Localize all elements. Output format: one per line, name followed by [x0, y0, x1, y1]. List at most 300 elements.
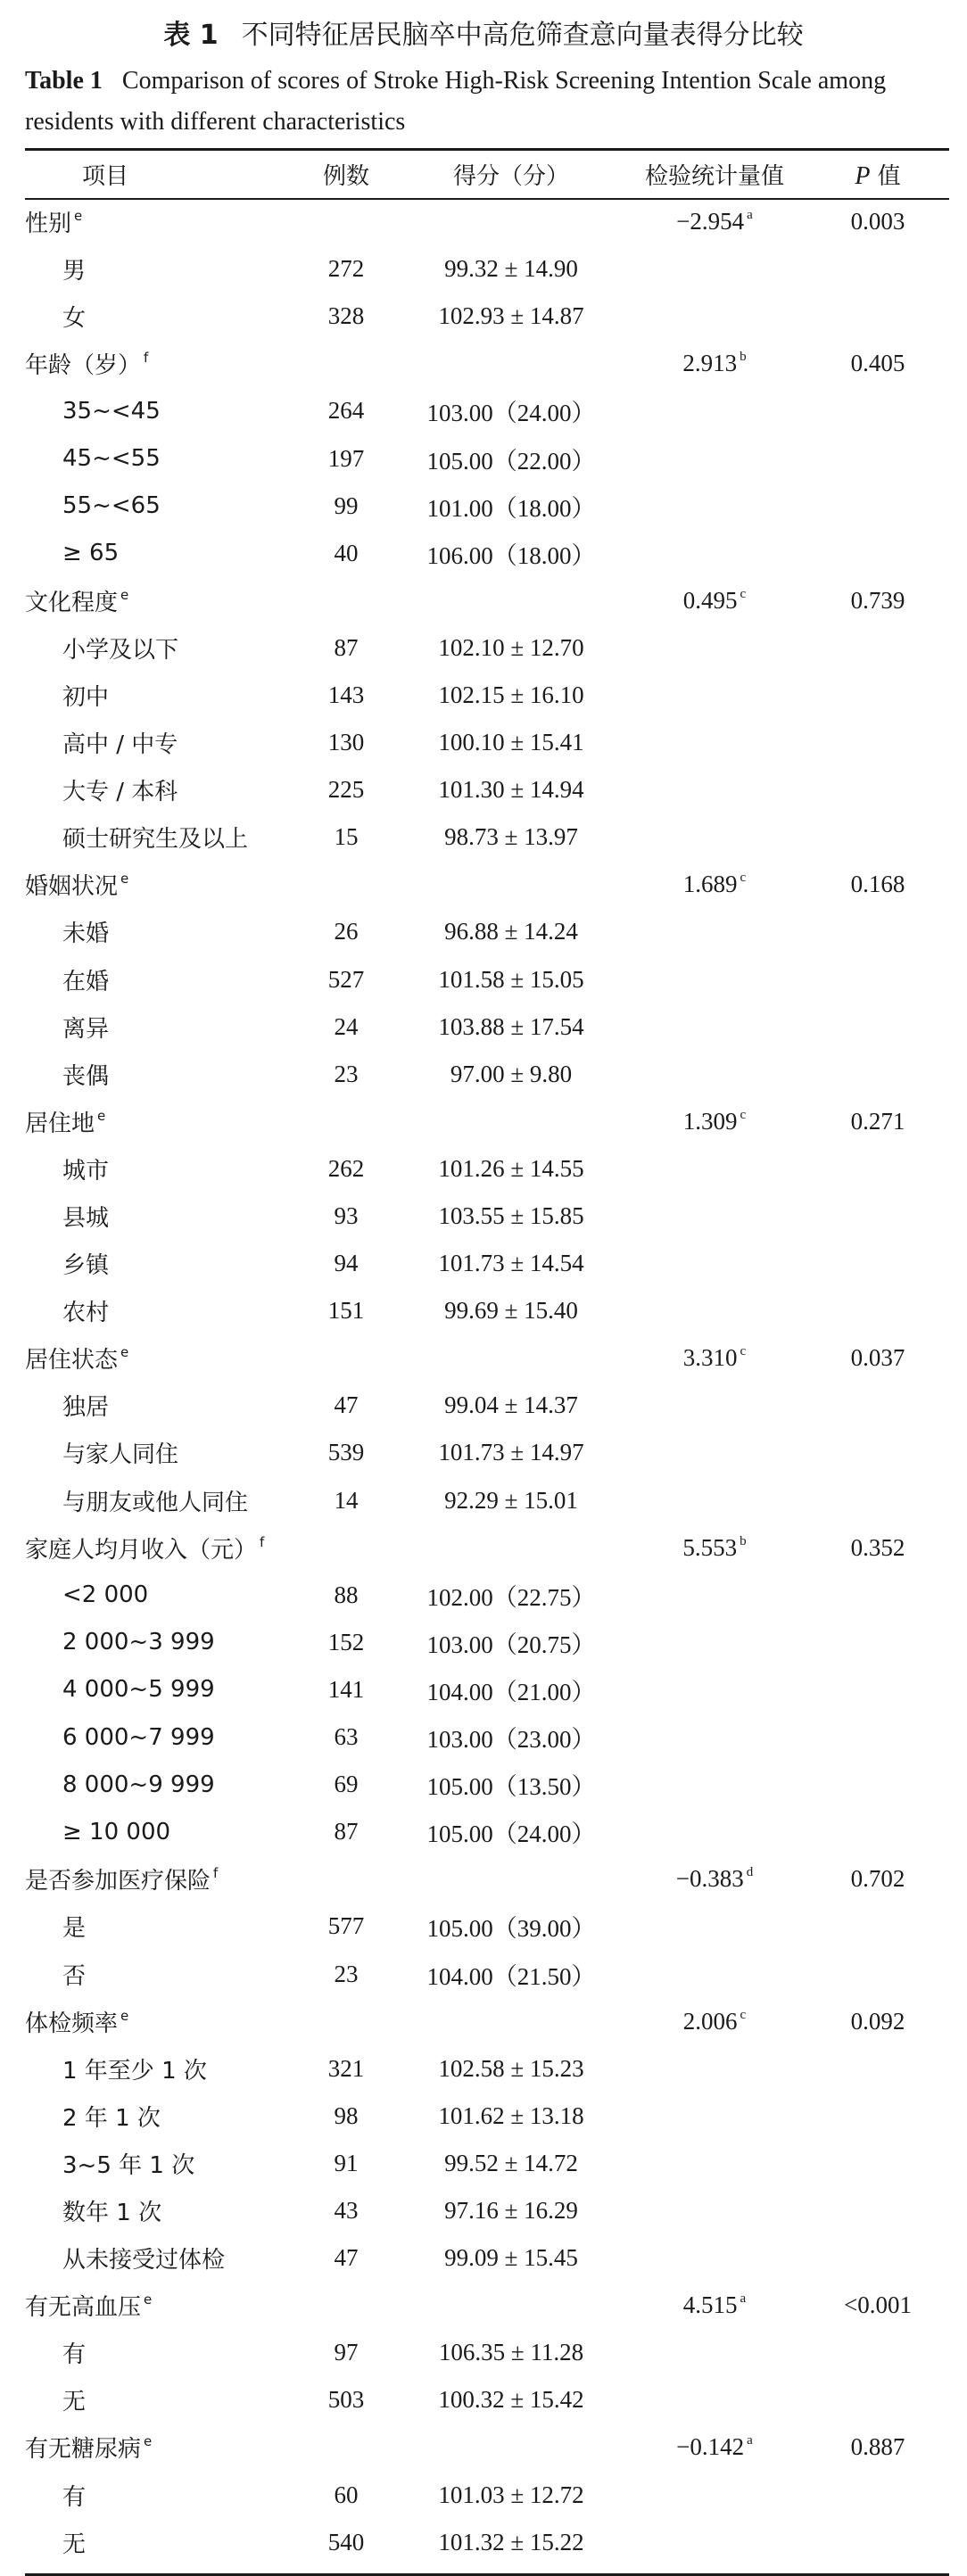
group-statistic-footnote-mark: c	[740, 1344, 747, 1359]
row-p-empty	[806, 1713, 949, 1761]
row-count: 60	[334, 2481, 359, 2508]
row-count: 503	[327, 2386, 365, 2414]
header-statistic: 检验统计量值	[644, 162, 784, 190]
row-statistic-empty	[623, 245, 806, 293]
group-statistic-footnote-mark: c	[740, 586, 747, 601]
row-p-empty	[806, 2093, 949, 2140]
group-row	[25, 198, 949, 245]
row-count: 91	[334, 2149, 359, 2176]
row-p-empty	[806, 1240, 949, 1287]
row-label: 无	[62, 2531, 87, 2558]
group-p-value: 0.168	[850, 871, 905, 898]
row-label: 男	[62, 258, 87, 285]
row-p-empty	[806, 956, 949, 1003]
table-row	[25, 1051, 949, 1098]
row-p-empty	[806, 2376, 949, 2423]
table-row	[25, 1240, 949, 1287]
group-statistic-footnote-mark: d	[746, 1865, 754, 1880]
table-row	[25, 624, 949, 672]
group-score-empty	[400, 1998, 623, 2045]
table-row	[25, 1003, 949, 1051]
table-row	[25, 2376, 949, 2423]
group-statistic-text: 0.495	[682, 586, 738, 614]
group-statistic-footnote-mark: a	[747, 2433, 753, 2448]
row-score: 104.00（21.50）	[426, 1962, 596, 1990]
row-p-empty	[806, 1572, 949, 1619]
row-label: 4 000~5 999	[62, 1676, 215, 1704]
row-label: 离异	[62, 1015, 110, 1043]
row-count: 540	[327, 2528, 365, 2555]
table-row	[25, 387, 949, 434]
table-row	[25, 1429, 949, 1476]
row-statistic-empty	[623, 1572, 806, 1619]
group-statistic-footnote-mark: b	[740, 1533, 747, 1548]
table-row	[25, 1477, 949, 1524]
table-row	[25, 245, 949, 293]
group-statistic-footnote-mark: c	[740, 1107, 747, 1122]
row-count: 321	[327, 2054, 365, 2082]
row-statistic-empty	[623, 624, 806, 672]
group-statistic	[623, 1334, 806, 1382]
row-score: 106.00（18.00）	[426, 541, 596, 569]
row-count: 40	[334, 539, 359, 566]
group-statistic	[623, 1098, 806, 1145]
row-score: 105.00（22.00）	[426, 447, 596, 475]
group-label	[25, 1524, 293, 1572]
group-p-value: <0.001	[844, 2291, 912, 2319]
row-statistic-empty	[623, 2140, 806, 2187]
row-score: 101.62 ± 13.18	[438, 2101, 584, 2129]
row-score: 101.73 ± 14.97	[438, 1439, 584, 1466]
row-statistic-empty	[623, 2187, 806, 2234]
group-label	[25, 577, 293, 624]
row-score: 97.00 ± 9.80	[450, 1060, 573, 1087]
row-score: 101.73 ± 14.54	[438, 1250, 584, 1277]
row-p-empty	[806, 1287, 949, 1334]
group-row	[25, 340, 949, 387]
group-label-text: 性别	[25, 211, 72, 238]
row-statistic-empty	[623, 530, 806, 577]
group-statistic-text: 3.310	[682, 1344, 738, 1372]
group-label-text: 家庭人均月收入（元）	[25, 1536, 258, 1564]
group-statistic-text: −2.954	[676, 208, 745, 235]
group-label-footnote-mark: f	[260, 1533, 265, 1550]
row-p-empty	[806, 387, 949, 434]
row-p-empty	[806, 672, 949, 719]
group-label-footnote-mark: e	[144, 2291, 153, 2308]
group-row	[25, 1998, 949, 2045]
group-count-empty	[293, 340, 400, 387]
group-label	[25, 1998, 293, 2045]
row-count: 539	[327, 1439, 365, 1466]
row-score: 100.32 ± 15.42	[438, 2386, 584, 2414]
group-p-value: 0.702	[850, 1865, 905, 1893]
row-count: 328	[327, 302, 365, 330]
group-label-footnote-mark: e	[97, 1107, 106, 1124]
row-count: 43	[334, 2196, 359, 2224]
row-score: 105.00（13.50）	[426, 1773, 596, 1801]
row-statistic-empty	[623, 1761, 806, 1808]
group-label	[25, 1098, 293, 1145]
row-p-empty	[806, 1903, 949, 1950]
table-row	[25, 2093, 949, 2140]
group-statistic-text: 2.006	[682, 2007, 738, 2035]
row-count: 577	[327, 1912, 365, 1940]
row-label: 县城	[62, 1205, 110, 1233]
group-statistic-text: 1.309	[682, 1107, 738, 1135]
row-count: 87	[334, 633, 359, 661]
group-statistic-footnote-mark: c	[740, 2007, 747, 2022]
table-row	[25, 2140, 949, 2187]
row-label: 与朋友或他人同住	[62, 1489, 249, 1516]
row-count: 14	[334, 1486, 359, 1514]
table-row	[25, 1193, 949, 1240]
table-row	[25, 483, 949, 530]
row-p-empty	[806, 2519, 949, 2566]
row-statistic-empty	[623, 2234, 806, 2282]
group-row	[25, 1098, 949, 1145]
header-row	[25, 150, 949, 198]
row-count: 23	[334, 1960, 359, 1987]
row-count: 97	[334, 2339, 359, 2366]
row-label: 是	[62, 1915, 87, 1943]
header-item: 项目	[81, 162, 128, 190]
row-statistic-empty	[623, 2093, 806, 2140]
header-p-symbol: P	[855, 161, 871, 190]
group-label	[25, 1855, 293, 1903]
table-row	[25, 434, 949, 482]
group-row	[25, 2282, 949, 2329]
row-p-empty	[806, 1382, 949, 1429]
row-count: 87	[334, 1818, 359, 1845]
table-row	[25, 719, 949, 766]
row-p-empty	[806, 483, 949, 530]
row-p-empty	[806, 1761, 949, 1808]
group-score-empty	[400, 2423, 623, 2471]
group-label	[25, 340, 293, 387]
group-label-footnote-mark: e	[120, 1344, 129, 1361]
table-title-en: Comparison of scores of Stroke High-Risk Screening Intention Scale among residents with different characteristics	[25, 67, 887, 136]
row-p-empty	[806, 719, 949, 766]
group-statistic	[623, 1998, 806, 2045]
group-score-empty	[400, 861, 623, 908]
row-statistic-empty	[623, 1287, 806, 1334]
table-row	[25, 1713, 949, 1761]
group-row	[25, 577, 949, 624]
group-label-text: 是否参加医疗保险	[25, 1868, 211, 1895]
row-label: 未婚	[62, 921, 110, 948]
row-p-empty	[806, 1808, 949, 1855]
row-label: 在婚	[62, 968, 110, 995]
row-statistic-empty	[623, 2376, 806, 2423]
header-count: 例数	[322, 162, 369, 190]
group-label-text: 体检频率	[25, 2010, 119, 2037]
row-count: 197	[327, 444, 365, 472]
table-row	[25, 908, 949, 955]
row-count: 15	[334, 823, 359, 851]
group-score-empty	[400, 1855, 623, 1903]
group-p-value: 0.092	[850, 2007, 905, 2035]
group-p-value: 0.887	[850, 2433, 905, 2461]
row-count: 143	[327, 681, 365, 708]
group-label	[25, 2423, 293, 2471]
row-statistic-empty	[623, 1619, 806, 1666]
row-label: 3~5 年 1 次	[62, 2151, 195, 2179]
row-label: 2 年 1 次	[62, 2104, 161, 2132]
row-statistic-empty	[623, 1666, 806, 1713]
row-statistic-empty	[623, 2472, 806, 2519]
row-statistic-empty	[623, 293, 806, 340]
row-p-empty	[806, 908, 949, 955]
group-label-footnote-mark: e	[74, 208, 83, 225]
group-count-empty	[293, 1855, 400, 1903]
table-row	[25, 2472, 949, 2519]
table-row	[25, 2187, 949, 2234]
table-row	[25, 672, 949, 719]
group-score-empty	[400, 340, 623, 387]
table-row	[25, 293, 949, 340]
group-row	[25, 2423, 949, 2471]
group-count-empty	[293, 861, 400, 908]
row-statistic-empty	[623, 1240, 806, 1287]
row-statistic-empty	[623, 956, 806, 1003]
row-score: 101.58 ± 15.05	[438, 965, 584, 993]
row-p-empty	[806, 766, 949, 813]
row-statistic-empty	[623, 1145, 806, 1193]
row-count: 130	[327, 729, 365, 756]
row-label: 2 000~3 999	[62, 1629, 215, 1656]
table-caption-en	[25, 61, 953, 143]
row-count: 151	[327, 1297, 365, 1325]
row-label: 从未接受过体检	[62, 2247, 226, 2275]
row-score: 103.55 ± 15.85	[438, 1202, 584, 1230]
group-statistic-footnote-mark: c	[740, 871, 747, 886]
table-row	[25, 2234, 949, 2282]
header-p-suffix: 值	[870, 162, 901, 190]
group-statistic	[623, 1524, 806, 1572]
group-statistic	[623, 2282, 806, 2329]
row-score: 99.04 ± 14.37	[444, 1391, 578, 1419]
group-count-empty	[293, 198, 400, 245]
header-score: 得分（分）	[452, 162, 569, 190]
row-statistic-empty	[623, 2329, 806, 2376]
table-body	[25, 198, 949, 2566]
group-p-value: 0.352	[850, 1533, 905, 1561]
group-count-empty	[293, 1098, 400, 1145]
table-row	[25, 2519, 949, 2566]
table-row	[25, 2329, 949, 2376]
row-statistic-empty	[623, 1429, 806, 1476]
group-statistic-footnote-mark: a	[747, 208, 753, 223]
table-row	[25, 530, 949, 577]
table-row	[25, 1382, 949, 1429]
group-label-footnote-mark: f	[213, 1865, 219, 1882]
row-statistic-empty	[623, 1950, 806, 1997]
table-caption-cn	[0, 18, 967, 54]
row-label: 无	[62, 2389, 87, 2416]
group-statistic	[623, 2423, 806, 2471]
row-score: 102.10 ± 12.70	[438, 633, 584, 661]
row-label: <2 000	[62, 1581, 149, 1609]
group-p-value: 0.739	[850, 586, 905, 614]
row-score: 103.00（23.00）	[426, 1726, 596, 1754]
row-p-empty	[806, 2187, 949, 2234]
group-count-empty	[293, 577, 400, 624]
row-p-empty	[806, 2234, 949, 2282]
group-label-footnote-mark: e	[144, 2433, 153, 2450]
table-row	[25, 1619, 949, 1666]
row-score: 103.00（24.00）	[426, 400, 596, 427]
group-label-footnote-mark: e	[120, 586, 129, 603]
row-count: 99	[334, 491, 359, 519]
group-statistic-text: 1.689	[682, 871, 738, 898]
row-count: 94	[334, 1250, 359, 1277]
row-score: 101.32 ± 15.22	[438, 2528, 584, 2555]
row-count: 264	[327, 397, 365, 425]
row-score: 101.26 ± 14.55	[438, 1154, 584, 1182]
table-row	[25, 1903, 949, 1950]
group-statistic-text: 2.913	[682, 350, 738, 377]
group-label-text: 文化程度	[25, 589, 119, 616]
row-statistic-empty	[623, 1003, 806, 1051]
group-score-empty	[400, 198, 623, 245]
group-statistic-text: −0.142	[676, 2433, 745, 2461]
group-statistic	[623, 577, 806, 624]
row-count: 262	[327, 1154, 365, 1182]
table-row	[25, 956, 949, 1003]
row-count: 69	[334, 1771, 359, 1798]
row-statistic-empty	[623, 1713, 806, 1761]
row-p-empty	[806, 624, 949, 672]
row-count: 152	[327, 1628, 365, 1655]
row-statistic-empty	[623, 1193, 806, 1240]
row-statistic-empty	[623, 908, 806, 955]
group-row	[25, 1334, 949, 1382]
row-p-empty	[806, 2045, 949, 2093]
row-p-empty	[806, 813, 949, 861]
row-p-empty	[806, 2472, 949, 2519]
row-score: 105.00（24.00）	[426, 1821, 596, 1848]
row-count: 93	[334, 1202, 359, 1230]
row-score: 101.00（18.00）	[426, 494, 596, 522]
row-label: 农村	[62, 1300, 110, 1327]
row-statistic-empty	[623, 1903, 806, 1950]
row-count: 98	[334, 2101, 359, 2129]
row-p-empty	[806, 2329, 949, 2376]
row-label: 8 000~9 999	[62, 1771, 215, 1798]
row-p-empty	[806, 1950, 949, 1997]
group-score-empty	[400, 577, 623, 624]
row-label: 女	[62, 305, 87, 333]
group-row	[25, 1524, 949, 1572]
group-label-footnote-mark: e	[120, 871, 129, 888]
group-statistic-text: 4.515	[682, 2291, 738, 2319]
row-statistic-empty	[623, 434, 806, 482]
row-statistic-empty	[623, 387, 806, 434]
table-row	[25, 813, 949, 861]
group-statistic-footnote-mark: b	[740, 350, 747, 365]
row-score: 105.00（39.00）	[426, 1915, 596, 1943]
group-label-text: 婚姻状况	[25, 873, 119, 901]
data-table	[25, 150, 949, 2566]
row-score: 103.00（20.75）	[426, 1631, 596, 1658]
row-score: 96.88 ± 14.24	[444, 918, 578, 945]
row-count: 63	[334, 1723, 359, 1751]
group-label	[25, 861, 293, 908]
row-score: 100.10 ± 15.41	[438, 729, 584, 756]
row-statistic-empty	[623, 2519, 806, 2566]
group-score-empty	[400, 1334, 623, 1382]
row-label: 与家人同住	[62, 1441, 179, 1469]
group-statistic	[623, 1855, 806, 1903]
group-statistic	[623, 198, 806, 245]
row-count: 527	[327, 965, 365, 993]
row-statistic-empty	[623, 1477, 806, 1524]
row-statistic-empty	[623, 1382, 806, 1429]
group-label-text: 有无高血压	[25, 2294, 142, 2322]
row-p-empty	[806, 1477, 949, 1524]
row-score: 99.69 ± 15.40	[444, 1297, 578, 1325]
table-number-cn: 表 1	[163, 20, 219, 51]
row-count: 141	[327, 1675, 365, 1703]
row-label: 小学及以下	[62, 636, 179, 664]
row-count: 272	[327, 255, 365, 283]
group-label	[25, 2282, 293, 2329]
group-statistic-text: 5.553	[682, 1533, 738, 1561]
row-p-empty	[806, 1145, 949, 1193]
table-row	[25, 2045, 949, 2093]
row-statistic-empty	[623, 719, 806, 766]
row-p-empty	[806, 245, 949, 293]
row-p-empty	[806, 293, 949, 340]
group-score-empty	[400, 1524, 623, 1572]
row-statistic-empty	[623, 1051, 806, 1098]
table-row	[25, 1808, 949, 1855]
group-score-empty	[400, 1098, 623, 1145]
row-score: 106.35 ± 11.28	[438, 2339, 584, 2366]
row-label: 55~<65	[62, 492, 161, 520]
group-p-value: 0.003	[850, 208, 905, 235]
table-row	[25, 1287, 949, 1334]
row-label: 城市	[62, 1157, 110, 1185]
row-label: 否	[62, 1962, 87, 1990]
row-count: 47	[334, 1391, 359, 1419]
row-label: 有	[62, 2341, 87, 2369]
table-row	[25, 1761, 949, 1808]
row-statistic-empty	[623, 813, 806, 861]
row-score: 101.03 ± 12.72	[438, 2481, 584, 2508]
group-statistic	[623, 861, 806, 908]
row-statistic-empty	[623, 1808, 806, 1855]
group-label-footnote-mark: e	[120, 2007, 129, 2024]
row-p-empty	[806, 1619, 949, 1666]
group-row	[25, 1855, 949, 1903]
group-count-empty	[293, 1998, 400, 2045]
group-row	[25, 861, 949, 908]
row-score: 92.29 ± 15.01	[444, 1486, 578, 1514]
row-score: 97.16 ± 16.29	[444, 2196, 578, 2224]
table-row	[25, 766, 949, 813]
row-label: 乡镇	[62, 1252, 110, 1280]
row-count: 24	[334, 1012, 359, 1040]
row-label: 大专 / 本科	[62, 779, 178, 806]
group-label-text: 有无糖尿病	[25, 2436, 142, 2464]
row-statistic-empty	[623, 766, 806, 813]
row-score: 99.32 ± 14.90	[444, 255, 578, 283]
row-p-empty	[806, 530, 949, 577]
group-p-value: 0.037	[850, 1344, 905, 1372]
table-title-cn: 不同特征居民脑卒中高危筛查意向量表得分比较	[241, 20, 804, 51]
